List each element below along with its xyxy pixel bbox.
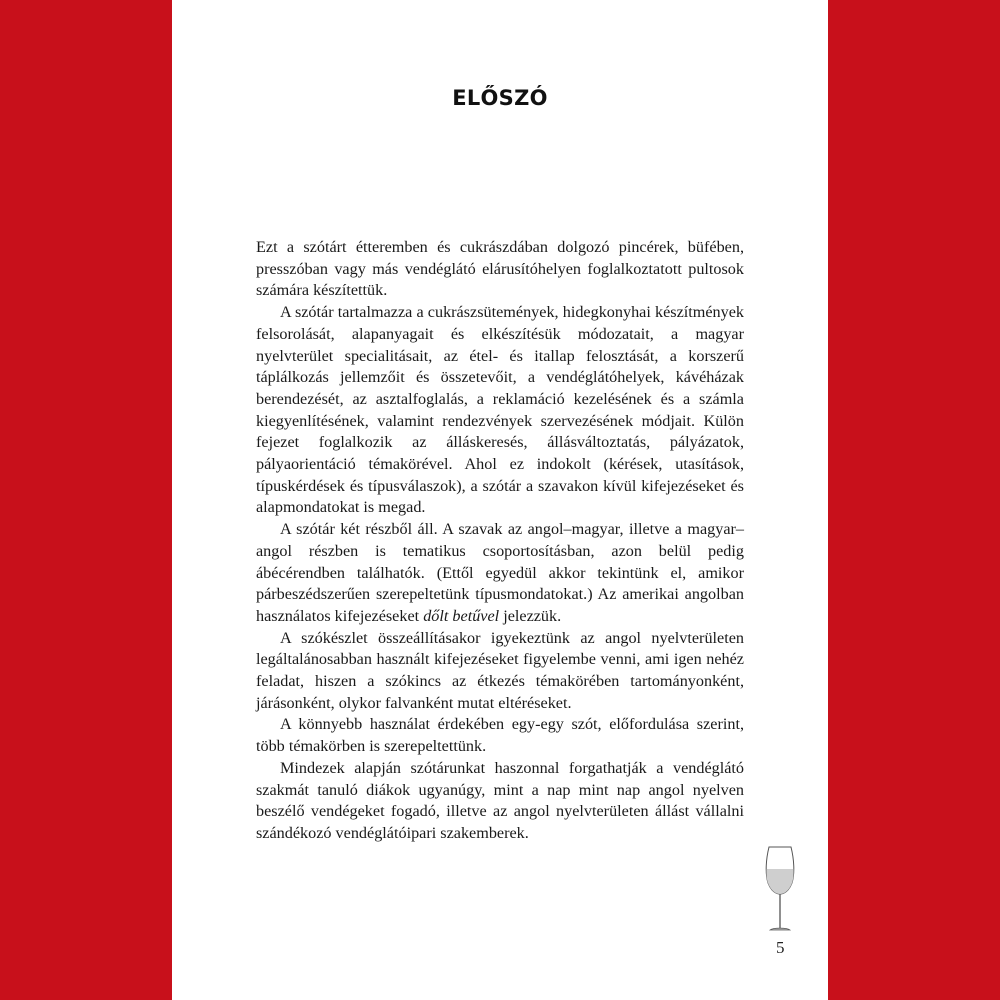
page-title: ELŐSZÓ [452,86,548,110]
book-page [172,0,828,1000]
paragraph-4: A szókészlet összeállításakor igyekeztünk az angol nyelvterületen legáltalánosabban használt kifejezéseket figyelembe venni, ami igen nehéz feladat, hiszen a szókincs az étkezés témakörében tartományonként, járásonként, olykor falvanként mutat eltéréseket. [256,628,744,712]
page-number: 5 [776,938,785,957]
paragraph-5: A könnyebb használat érdekében egy-egy szót, előfordulása szerint, több témakörben is szerepeltettünk. [256,715,744,756]
wine-glass-icon [764,845,796,933]
paragraph-3-italic: dőlt betűvel [423,606,500,625]
paragraph-3-end: jelezzük. [499,606,562,625]
paragraph-6: Mindezek alapján szótárunkat haszonnal forgathatják a vendéglátó szakmát tanuló diákok ugyanúgy, mint a nap mint nap angol nyelven beszélő vendégeket fogadó, illetve az angol nyelvterületen állást vállalni szándékozó vendéglátóipari szakemberek. [256,758,744,842]
preface-body [256,237,744,845]
paragraph-3 [256,519,744,628]
paragraph-1: Ezt a szótárt étteremben és cukrászdában dolgozó pincérek, büfében, presszóban vagy más vendéglátó elárusítóhelyen foglalkoztatott pultosok számára készítettük. [256,238,744,300]
paragraph-2: A szótár tartalmazza a cukrászsütemények, hidegkonyhai készítmények felsorolását, alapanyagait és elkészítésük módozatait, a magyar nyelvterület specialitásait, az étel- és itallap felosztását, a korszerű táplálkozás jellemzőit és összetevőit, a vendéglátóhelyek, kávéházak berendezését, az asztalfoglalás, a reklamáció kezelésének és a számla kiegyenlítésének, valamint rendezvények szervezésének módjait. Külön fejezet foglalkozik az álláskeresés, állásváltoztatás, pályázatok, pályaorientáció témakörével. Ahol ez indokolt (kérések, utasítások, típuskérdések és típusválaszok), a szótár a szavakon kívül kifejezéseket és alapmondatokat is megad. [256,303,744,517]
paragraph-3-start: A szótár két részből áll. A szavak az angol–magyar, illetve a magyar–angol részben is tematikus csoportosításban, azon belül pedig ábécérendben találhatók. (Ettől egyedül akkor tekintünk el, amikor párbeszédszerűen szerepeltetünk típusmondatokat.) Az amerikai angolban használatos kifejezéseket [256,520,744,625]
